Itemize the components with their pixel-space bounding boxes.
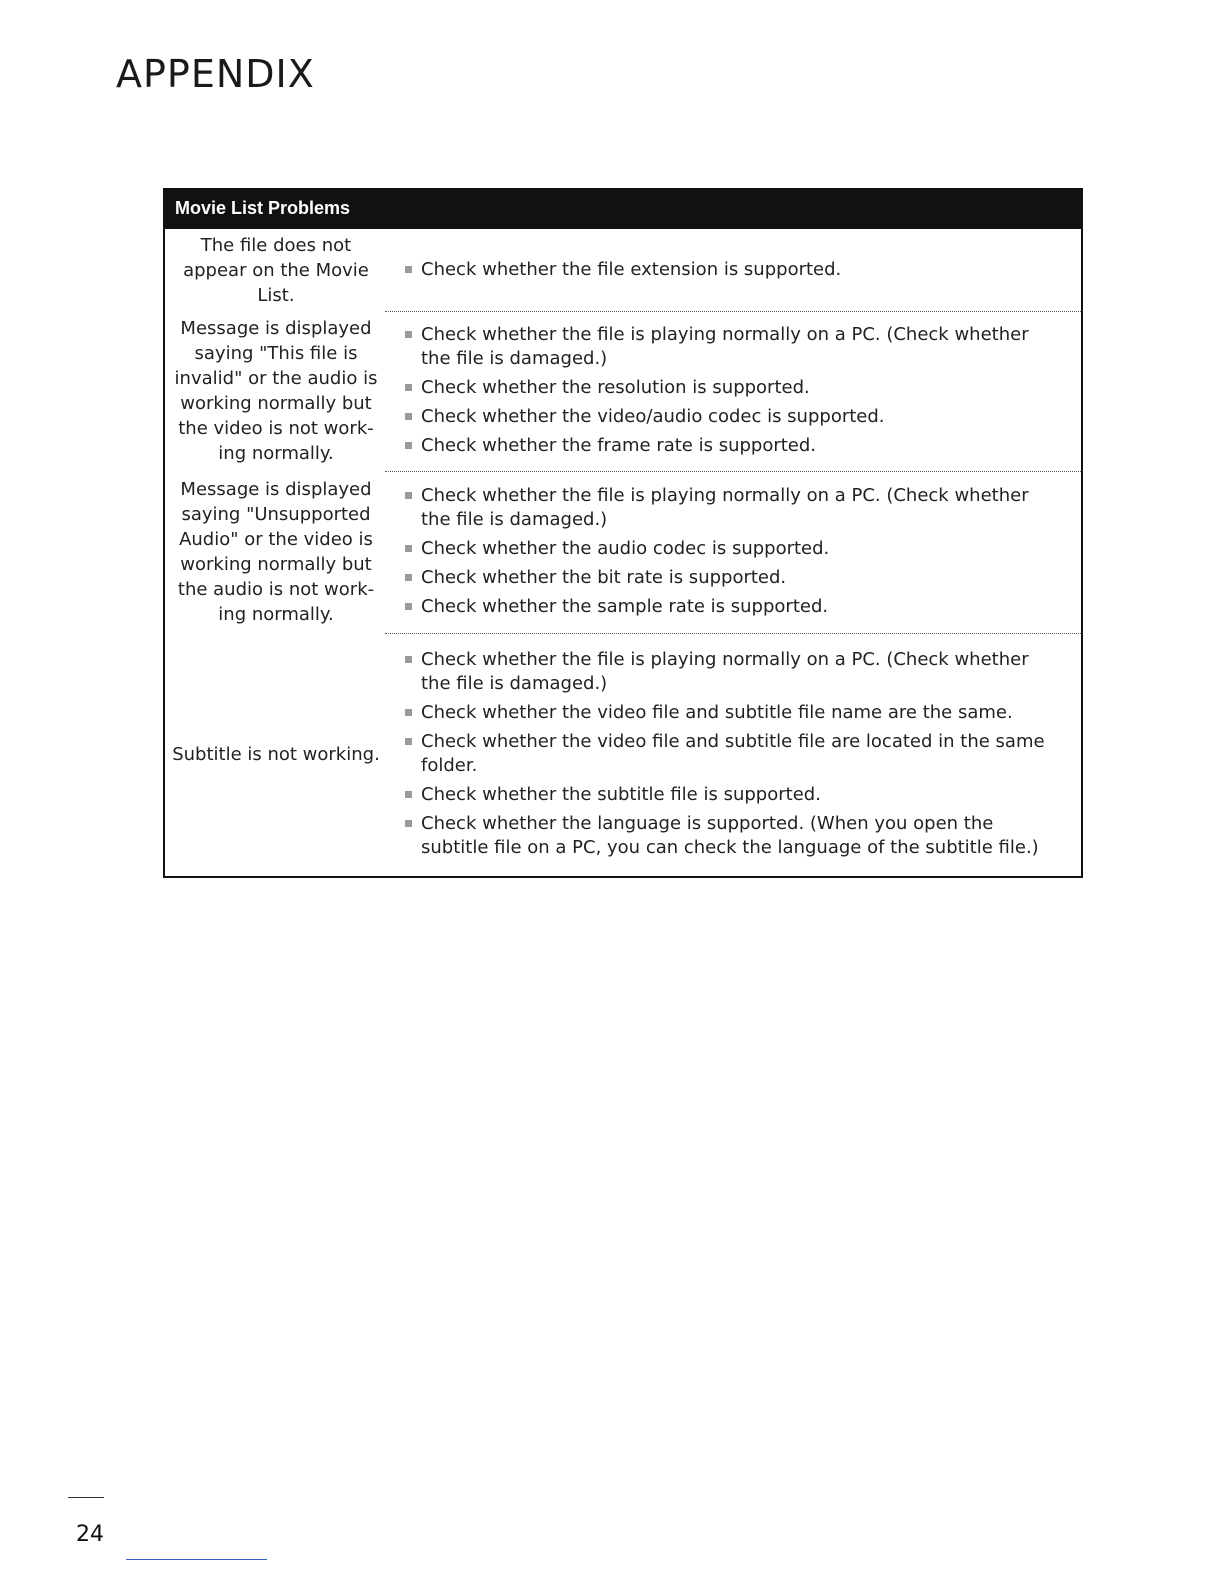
checks-cell <box>387 229 1081 311</box>
footer-rule <box>68 1497 104 1498</box>
check-item <box>401 484 1061 532</box>
check-text: Check whether the video/audio codec is supported. <box>421 406 885 427</box>
check-text: Check whether the file is playing normally on a PC. (Check whether the file is damaged.) <box>421 485 1029 530</box>
check-item <box>401 323 1061 371</box>
check-text: Check whether the sample rate is supported. <box>421 596 829 617</box>
check-item <box>401 648 1061 696</box>
table-row <box>165 471 1081 633</box>
problem-line: List. <box>257 284 295 306</box>
check-text: Check whether the frame rate is supported. <box>421 435 817 456</box>
check-item <box>401 730 1061 778</box>
square-bullet-icon <box>405 656 412 663</box>
problem-line: invalid" or the audio is <box>174 368 378 389</box>
problem-line: ing normally. <box>218 443 334 464</box>
check-text: Check whether the file is playing normally on a PC. (Check whether the file is damaged.) <box>421 649 1029 694</box>
page-title: APPENDIX <box>116 52 315 96</box>
check-item <box>401 258 1061 282</box>
check-text: Check whether the video file and subtitle file are located in the same folder. <box>421 731 1045 776</box>
problem-line: ing normally. <box>218 604 334 625</box>
problem-cell <box>165 471 387 633</box>
square-bullet-icon <box>405 331 412 338</box>
check-text: Check whether the video file and subtitle file name are the same. <box>421 702 1013 723</box>
check-item <box>401 537 1061 561</box>
check-item <box>401 595 1061 619</box>
check-item <box>401 405 1061 429</box>
problem-line: The file does not <box>200 234 352 256</box>
square-bullet-icon <box>405 791 412 798</box>
table-header: Movie List Problems <box>163 188 1083 229</box>
problem-line: the video is not work- <box>178 418 374 439</box>
square-bullet-icon <box>405 384 412 391</box>
square-bullet-icon <box>405 545 412 552</box>
checks-cell <box>387 633 1081 876</box>
check-item <box>401 701 1061 725</box>
check-text: Check whether the subtitle file is supported. <box>421 784 821 805</box>
square-bullet-icon <box>405 709 412 716</box>
problem-line: working normally but <box>180 393 372 414</box>
problem-line: saying "Unsupported <box>181 504 371 525</box>
checks-cell <box>387 311 1081 471</box>
problem-line: Subtitle is not working. <box>172 744 380 765</box>
square-bullet-icon <box>405 266 412 273</box>
check-item <box>401 783 1061 807</box>
check-text: Check whether the language is supported. (When you open the subtitle file on a PC, you can check the language of the subtitle file.) <box>421 813 1039 858</box>
check-text: Check whether the bit rate is supported. <box>421 567 787 588</box>
check-item <box>401 376 1061 400</box>
check-text: Check whether the resolution is supported. <box>421 377 810 398</box>
table-row <box>165 311 1081 471</box>
check-item <box>401 434 1061 458</box>
square-bullet-icon <box>405 603 412 610</box>
problem-line: Message is displayed <box>180 479 372 500</box>
check-item <box>401 566 1061 590</box>
footer-blue-rule <box>126 1559 267 1560</box>
problem-cell <box>165 229 387 311</box>
check-text: Check whether the file is playing normally on a PC. (Check whether the file is damaged.) <box>421 324 1029 369</box>
table-row <box>165 633 1081 876</box>
square-bullet-icon <box>405 574 412 581</box>
check-text: Check whether the file extension is supported. <box>421 258 842 280</box>
square-bullet-icon <box>405 820 412 827</box>
checks-cell <box>387 471 1081 633</box>
check-item <box>401 812 1061 860</box>
problem-line: Audio" or the video is <box>179 529 373 550</box>
square-bullet-icon <box>405 492 412 499</box>
problem-cell <box>165 633 387 876</box>
square-bullet-icon <box>405 442 412 449</box>
problem-line: appear on the Movie <box>183 259 369 281</box>
problem-line: Message is displayed <box>180 318 372 339</box>
table-row <box>165 229 1081 311</box>
problem-line: the audio is not work- <box>177 579 375 600</box>
square-bullet-icon <box>405 738 412 745</box>
problem-line: working normally but <box>180 554 372 575</box>
problem-cell <box>165 311 387 471</box>
page-number: 24 <box>76 1522 104 1547</box>
problem-line: saying "This file is <box>194 343 358 364</box>
check-text: Check whether the audio codec is supported. <box>421 538 830 559</box>
square-bullet-icon <box>405 413 412 420</box>
movie-list-problems-table <box>163 188 1083 878</box>
